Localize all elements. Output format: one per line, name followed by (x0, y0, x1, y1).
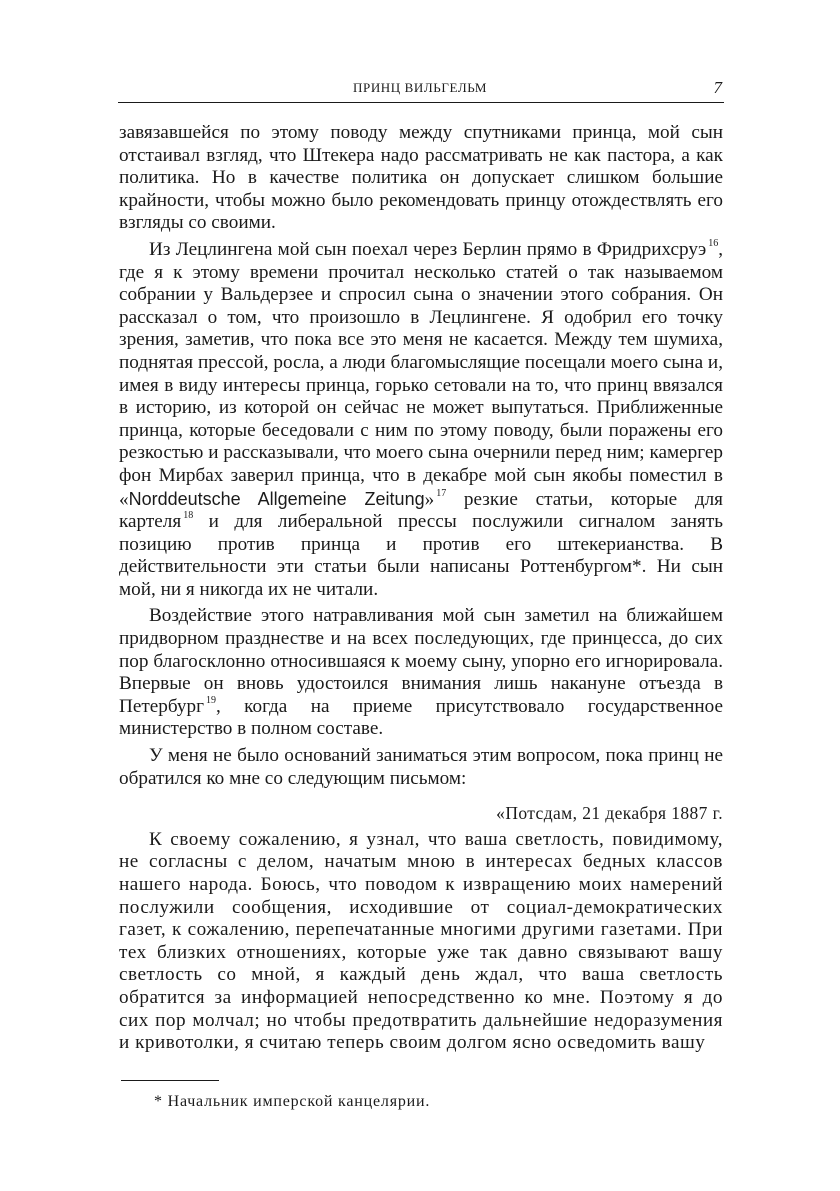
paragraph-lezlingen (119, 239, 723, 602)
paragraph-text: , где я к этому времени прочитал несколько статей о так называемом собрании у Вальдерзее и спросил сына о значении этого собрания. Он рассказал о том, что произошло в Лецлингене. Я одобрил его точку зрения, заметив, что пока все это меня не касается. Между тем шумиха, поднятая прессой, росла, а люди благомыслящие посещали моего сына и, имея в виду интересы принца, горько сетовали на то, что принц ввязался в историю, из которой он сейчас не может выпутаться. Приближенные принца, которые беседовали с ним по этому поводу, были поражены его резкостью и рассказывали, что моего сына очернили перед ним; камергер фон Мирбах заверил принца, что в декабре мой сын якобы поместил в « (119, 238, 723, 510)
footnote-rule (121, 1080, 219, 1081)
paragraph-text: Воздействие этого натравливания мой сын заметил на ближайшем придворном празднестве и на всех последующих, где принцесса, до сих пор благосклонно относившаяся к моему сыну, упорно его игнорировала. Впервые он вновь удостоился внимания лишь накануне отъезда в Петербург (119, 605, 723, 717)
note-reference-16: 16 (708, 237, 719, 249)
paragraph-letter-body: К своему сожалению, я узнал, что ваша светлость, повидимому, не согласны с делом, начатым мною в интересах бедных классов нашего народа. Боюсь, что поводом к извращению моих намерений послужили сообщения, исходившие от социал-демократических газет, к сожалению, перепечатанные многими другими газетами. При тех близких отношениях, которые уже так давно связывают вашу светлость со мной, я каждый день ждал, что ваша светлость обратится за информацией непосредственно ко мне. Поэтому я до сих пор молчал; но чтобы предотвратить дальнейшие недоразумения и кривотолки, я считаю теперь своим долгом ясно осведомить вашу (119, 828, 723, 1054)
newspaper-title: Norddeutsche Allgemeine Zeitung (128, 488, 425, 509)
note-reference-18: 18 (183, 510, 194, 522)
page-number: 7 (713, 78, 722, 97)
paragraph-court-reaction (119, 605, 723, 741)
paragraph-text: » (424, 488, 435, 510)
paragraph-letter-intro: У меня не было оснований заниматься этим вопросом, пока принц не обратился ко мне со следующим письмом: (119, 745, 723, 789)
letter-dateline: «Потсдам, 21 декабря 1887 г. (496, 803, 723, 824)
running-head (118, 78, 722, 100)
note-reference-19: 19 (205, 694, 216, 706)
header-rule (118, 102, 724, 103)
main-text (119, 122, 723, 1055)
note-reference-17: 17 (436, 487, 447, 499)
paragraph-text: Из Лецлингена мой сын поехал через Берлин прямо в Фридрихсруэ (149, 238, 707, 260)
running-title: ПРИНЦ ВИЛЬГЕЛЬМ (353, 80, 487, 95)
footnote: * Начальник имперской канцелярии. (154, 1093, 431, 1110)
paragraph-text: и для либеральной прессы послужили сигналом занять позицию против принца и против его штекерианства. В действительности эти статьи были написаны Роттенбургом*. Ни сын мой, ни я никогда их не читали. (119, 511, 723, 600)
paragraph-text: , когда на приеме присутствовало государственное министерство в полном составе. (119, 695, 723, 740)
paragraph-continuation: завязавшейся по этому поводу между спутниками принца, мой сын отстаивал взгляд, что Штекера надо рассматривать не как пастора, а как политика. Но в качестве политика он допускает слишком большие крайности, чтобы можно было рекомендовать принцу отождествлять его взгляды со своими. (119, 122, 723, 234)
paragraph-text: резкие статьи, которые для картеля (119, 488, 723, 533)
